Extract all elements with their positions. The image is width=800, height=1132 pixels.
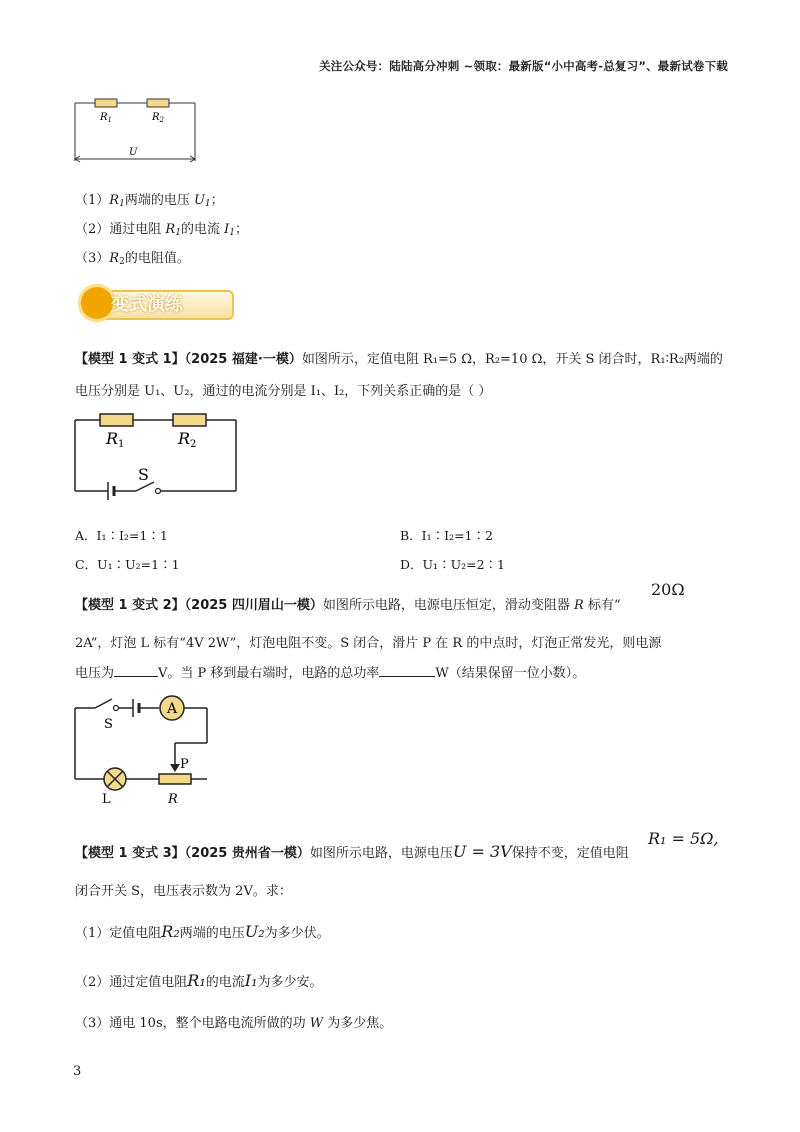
variant3-eq-r1: R₁ = 5Ω,: [648, 829, 719, 848]
circuit-diagram-series-resistors: [70, 93, 210, 168]
variant3-line2: 闭合开关 S，电压表示数为 2V。求：: [75, 884, 292, 899]
option-a: A．I₁∶I₂=1∶1: [75, 528, 168, 543]
circuit-diagram-variant2: [70, 690, 220, 810]
blank-power[interactable]: [379, 664, 435, 677]
variant2-spec: 20Ω: [651, 580, 685, 599]
variant3-q1: （1）定值电阻R₂两端的电压U₂为多少伏。: [75, 922, 330, 941]
variant2-line2: 2A”，灯泡 L 标有“4V 2W”，灯泡电阻不变。S 闭合，滑片 P 在 R 的中点时，灯泡正常发光，则电源: [75, 636, 662, 651]
option-b: B．I₁∶I₂=1∶2: [400, 528, 493, 543]
page-header: 关注公众号：陆陆高分冲刺 ~领取：最新版“小中高考-总复习”、最新试卷下载: [319, 59, 728, 73]
variant1-line2: 电压分别是 U₁、U₂，通过的电流分别是 I₁、I₂，下列关系正确的是（ ）: [75, 384, 492, 399]
rheostat-label: R: [168, 792, 178, 807]
u-label: U: [129, 147, 138, 158]
variant2-line3: 电压为 V。当 P 移到最右端时，电路的总功率 W（结果保留一位小数）。: [75, 666, 586, 681]
variant3-q2: （2）通过定值电阻R₁的电流I₁为多少安。: [75, 971, 323, 990]
question-3: $(3)R_2$的电阻值。: [75, 251, 190, 267]
variant3-line1: 【模型 1 变式 3】（2025 贵州省一模）如图所示电路，电源电压U = 3V保持不变，定值电阻: [75, 842, 629, 861]
lamp-label: L: [102, 792, 111, 807]
question-2: （2）通过电阻 $R_1$的电流 $I_1$；: [75, 222, 248, 238]
banner-label: 变式演练: [111, 294, 183, 315]
variant3-q3: （3）通电 10s，整个电路电流所做的功 W 为多少焦。: [75, 1016, 393, 1031]
variant2-line1: 【模型 1 变式 2】（2025 四川眉山一模）如图所示电路，电源电压恒定，滑动变阻器 R 标有“: [75, 598, 621, 613]
circuit-diagram-variant1: [70, 408, 245, 500]
v1-r2-label: R2: [178, 429, 197, 450]
section-banner: [78, 284, 233, 324]
v1-r1-label: R1: [106, 429, 125, 450]
question-1: $(1)R_1$两端的电压 $U_1$；: [75, 193, 224, 209]
r2-label: $R_2$: [152, 112, 164, 124]
page-number: 3: [73, 1064, 82, 1079]
ammeter-label: A: [167, 701, 178, 717]
r1-label: $R_1$: [100, 112, 112, 124]
v2-switch-label: S: [104, 717, 113, 732]
blank-voltage[interactable]: [114, 664, 158, 677]
v1-switch-label: S: [138, 465, 149, 484]
option-d: D．U₁∶U₂=2∶1: [400, 557, 505, 572]
slider-label: P: [180, 757, 189, 772]
variant1-line1: 【模型 1 变式 1】（2025 福建·一模）如图所示，定值电阻 R₁=5 Ω，R₂=10 Ω，开关 S 闭合时，R₁∶R₂两端的: [75, 352, 723, 367]
option-c: C．U₁∶U₂=1∶1: [75, 557, 180, 572]
